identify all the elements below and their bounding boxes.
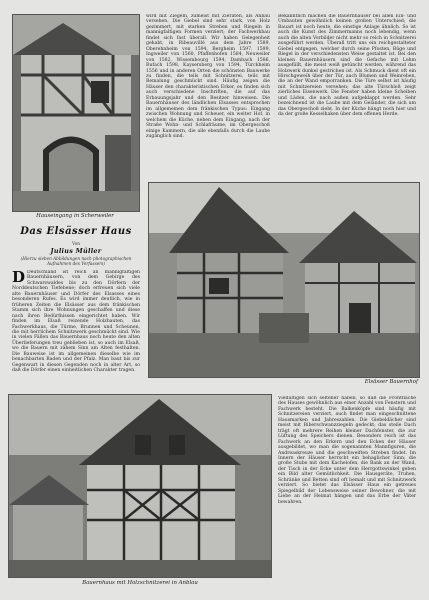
paragraph: Vielfältigen sich seltener haben, so daß die Frontfläche des Hauses gewöhnlich aus einer Anzahl von Fenstern und Fachwerk besteht. Die Balkenköpfe sind häufig mit Schnitzereien verziert, auch findet man eingeschnittene Hausmarken und Jahreszahlen. Die Giebeldächer sind meist mit Biberschwanzziegeln gedeckt; das steile Dach trägt oft mehrere Reihen kleiner Dachfenster, die zur Lüftung des Speichers dienen. Besonders reich ist das Fachwerk an den Erkern und den Ecken der Häuser ausgebildet, wo man die sogenannten Mannfiguren, die Andreaskreuze und die geschweiften Streben findet. Im Innern der Häuser herrscht ein behaglicher Sinn; die große Stube mit dem Kachelofen, die Bank an der Wand, der Tisch in der Ecke unter dem Herrgottswinkel geben ein Bild alter Gemütlichkeit. Die Hausgeräte, Truhen, Schränke und Betten sind oft bemalt und mit Schnitzwerk verziert. So bietet das Elsässer Haus ein getreues Spiegelbild der Lebensweise seiner Bewohner, die mit Liebe an der Heimat hängen und das Erbe der Väter bewahren. (278, 396, 416, 505)
author-name: Julius Müller (50, 247, 102, 255)
text-column-top-right (278, 14, 416, 178)
byline-prefix: Von (72, 241, 80, 246)
caption-photo1: Hauseingang in Scherweiler (36, 213, 114, 219)
house-entrance-image (13, 15, 139, 211)
drop-cap: D (12, 270, 26, 286)
paragraph: Deutschland ist reich an mannigfaltigen Bauernhäusern, von dem Gebirge des Schwarzwaldes bis zu den Dörfern der Norddeutschen Tiefebene; doch erfreuen sich viele alte Bauernhäuser und Dörfer des Elsasses eines besonderen Rufes. Es wird immer deutlich, wie in früheren Zeiten die Elsässer aus dem fränkischen Stamm sich ihre Wohnungen geschaffen und diese nach ihren Bedürfnissen eingerichtet haben. Wir finden im Elsaß reizende Holzbauten, das Fachwerkhaus, die Türme, Brunnen und Scheunen, die mit herrlichem Schnitzwerk geschmückt sind. Wie in vielen Fällen das Bauernhaus noch heute den alten Überlieferungen treu geblieben ist, so auch im Elsaß, wo die Bauern mit zähem Sinn am Alten festhalten. Die Bauweise ist im allgemeinen dieselbe wie im benachbarten Baden und der Pfalz. Man baut bis zur Gegenwart in diesen Gegenden noch in alter Art, so daß die Dörfer einen einheitlichen Charakter tragen. (12, 270, 140, 374)
carved-farmhouse-image (9, 395, 271, 577)
paragraph: Bekanntlich machen die Bauernhäuser bei allen Ein- und Umbauten gewöhnlich keinen großen Unterschied; die Bauart ist noch heute, die einstige Anlage ähnlich. So ist auch die Kunst des Zimmermanns noch lebendig, wenn auch die alten Vorbilder nicht mehr so reich in Schnitzerei ausgeführt werden. Überall tritt uns ein reichgestalteter Giebel entgegen, welcher durch seine Pfosten, Büge und Riegel in der verschiedensten Weise gestaltet ist. Bei den kleinen Bauernhäusern sind die Gefache mit Lehm ausgefüllt, die meist weiß getüncht werden, während das Holzwerk dunkel gestrichen ist. Als Schmuck dient oft ein Hirschgeweih über der Tür, auch Blumen und Weinreben, die an der Wand emporranken. Die Türe selbst ist häufig mit Schnitzereien versehen; das alte Türschloß zeigt zierliches Eisenwerk. Die Fenster haben kleine Scheiben und Läden, die nach außen aufgeklappt werden. Sehr bezeichnend ist die Laube mit dem Geländer, die sich um das Obergeschoß zieht. In der Küche hängt noch hier und da der große Kesselhaken über dem offenen Herde. (278, 14, 416, 118)
article-subtitle: (Hierzu sieben Abbildungen nach photographischen Aufnahmen des Verfassers) (20, 256, 132, 266)
text-column-bottom-right (278, 396, 416, 588)
farmyard-image (149, 183, 419, 377)
photo-hauseingang (12, 14, 140, 212)
text-column-middle-left (12, 270, 140, 390)
caption-photo3: Bauernhaus mit Holzschnitzerei in Anblau (82, 580, 198, 586)
text-column-top-middle (146, 14, 270, 178)
paragraph: wird mit Ziegeln, zumeist mit Zieraten, als Anbau versehen. Die Giebel sind sehr stark, von Holz gezimmert, mit starken Streben und Riegeln in mannigfaltigen Formen verziert; der Fachwerkbau findet sich fast überall. Wir haben Gelegenheit gehabt, in Ribeauvillé aus dem Jahre 1589, Oberehnheim von 1594, Bergheim 1597, 1599, Ingweiler von 1560, Pfaffenhofen 1584, Neuweiler von 1582, Wissembourg 1594, Dambach 1586, Rufach 1598, Kaysersberg von 1594, Türckheim 1556 und in anderen Orten die schönsten Bauwerke zu finden, die teils mit Schnitzerei, teils mit Bemalung geschmückt sind. Häufig zeigen die Häuser den charakteristischen Erker, es finden sich auch verschiedene Inschriften, die auf das Erbauungsjahr und den Besitzer hinweisen. Die Bauernhäuser des ländlichen Elsasses entsprechen im allgemeinen dem fränkischen Typus: Eingang zwischen Wohnung und Scheuer, ein weiter Hof, in welchem die Küche, neben dem Eingang, nach der Straße Wohn- und Schlafräume, im Obergeschoß einige Kammern, die alle ebenfalls durch die Laube zugänglich sind. (146, 14, 270, 139)
caption-photo2: Elsässer Bauernhof (364, 379, 418, 385)
article-title: Das Elsässer Haus (20, 226, 132, 237)
photo-bauernhaus (8, 394, 272, 578)
photo-bauernhof (148, 182, 420, 378)
